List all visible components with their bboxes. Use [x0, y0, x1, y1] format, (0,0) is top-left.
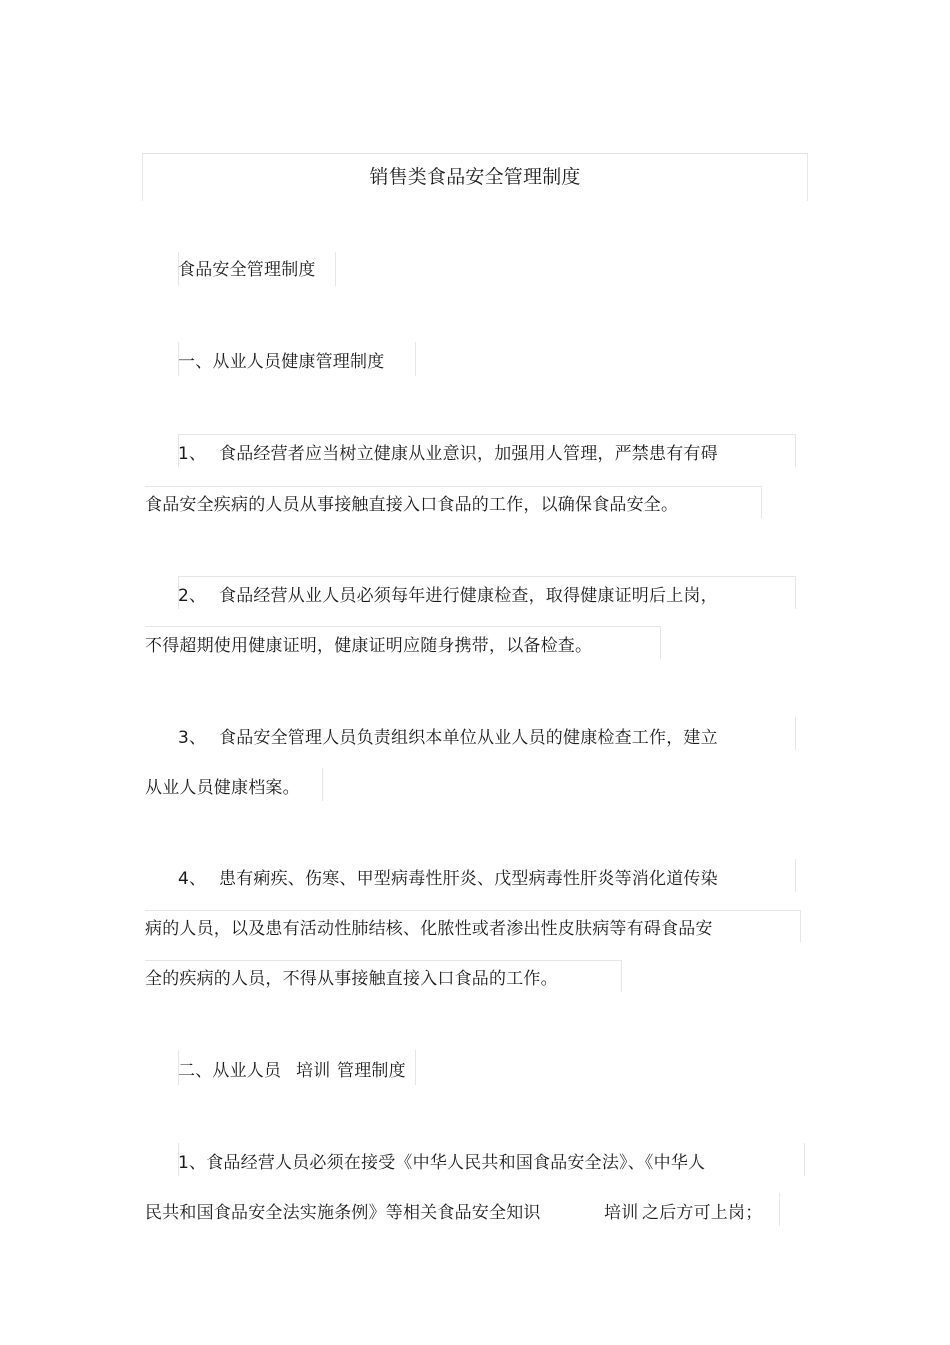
- item3-line1: 食品安全管理人员负责组织本单位从业人员的健康检查工作，建立: [219, 728, 718, 748]
- s2-item1-line2-part3: 之后方可上岗；: [642, 1203, 763, 1223]
- item1-line1: 食品经营者应当树立健康从业意识，加强用人管理，严禁患有有碍: [219, 444, 718, 464]
- s2-item1-line2-part2: 培训: [604, 1203, 639, 1223]
- s2-item1-line1: 1、食品经营人员必须在接受《中华人民共和国食品安全法》、《中华人: [178, 1153, 706, 1173]
- item2-line2: 不得超期使用健康证明，健康证明应随身携带，以备检查。: [145, 636, 593, 656]
- item4-line2: 病的人员，以及患有活动性肺结核、化脓性或者渗出性皮肤病等有碍食品安: [145, 919, 713, 939]
- section2-title-part1: 二、从业人员: [178, 1061, 282, 1081]
- item4-number: 4、: [178, 869, 207, 889]
- item3-line2: 从业人员健康档案。: [145, 778, 300, 798]
- item4-line1: 患有痢疾、伤寒、甲型病毒性肝炎、戊型病毒性肝炎等消化道传染: [219, 869, 718, 889]
- section2-title-part3: 管理制度: [337, 1061, 406, 1081]
- s2-item1-line2-part1: 民共和国食品安全法实施条例》等相关食品安全知识: [145, 1203, 541, 1223]
- document-heading: 食品安全管理制度: [178, 260, 316, 280]
- section2-title-part2: 培训: [296, 1061, 331, 1081]
- section1-title: 一、从业人员健康管理制度: [178, 352, 385, 372]
- document-title: 销售类食品安全管理制度: [369, 166, 581, 188]
- item3-number: 3、: [178, 728, 207, 748]
- item4-line3: 全的疾病的人员，不得从事接触直接入口食品的工作。: [145, 969, 558, 989]
- item2-line1: 食品经营从业人员必须每年进行健康检查，取得健康证明后上岗，: [219, 586, 718, 606]
- item2-number: 2、: [178, 586, 207, 606]
- item1-line2: 食品安全疾病的人员从事接触直接入口食品的工作，以确保食品安全。: [145, 495, 679, 515]
- item1-number: 1、: [178, 444, 207, 464]
